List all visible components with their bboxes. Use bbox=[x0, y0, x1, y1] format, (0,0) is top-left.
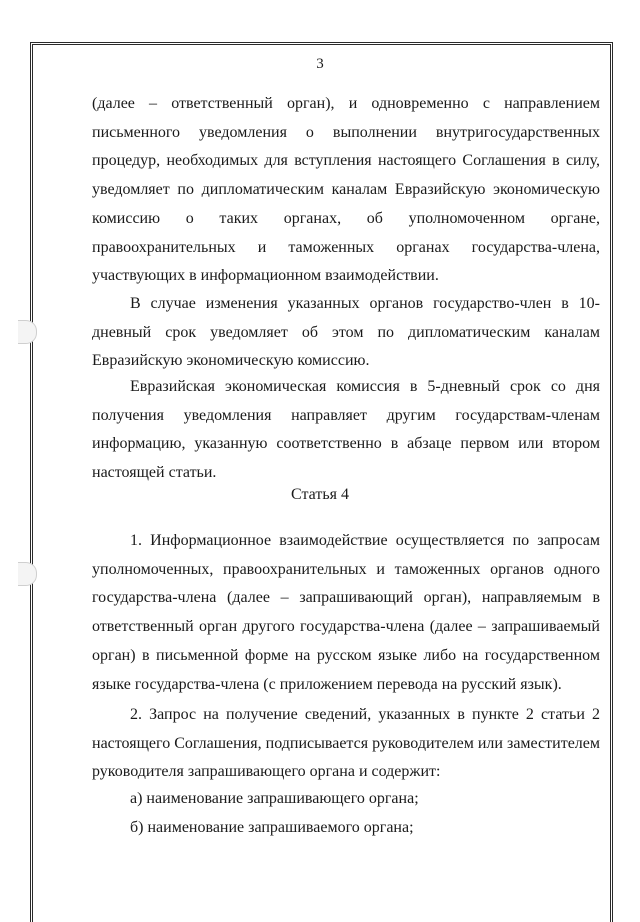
paragraph-notification-change bbox=[92, 290, 600, 376]
list-item: а) наименование запрашивающего органа; bbox=[130, 790, 419, 807]
paragraph-text: (далее – ответственный орган), и одновременно с направлением письменного уведомления о выполнении внутригосударственных процедур, необходимых для вступления настоящего Соглашения в силу, уведомляет по дипломатическим каналам Евразийскую экономическую комиссию о таких органах, об уполномоченном органе, правоохранительных и таможенных органах государства-члена, участвующих в информационном взаимодействии. bbox=[92, 95, 600, 285]
paragraph-text: 2. Запрос на получение сведений, указанных в пункте 2 статьи 2 настоящего Соглашения, подписывается руководителем или заместителем руководителя запрашивающего органа и содержит: bbox=[92, 706, 600, 781]
paragraph-text: В случае изменения указанных органов государство-член в 10-дневный срок уведомляет об этом по дипломатическим каналам Евразийскую экономическую комиссию. bbox=[92, 295, 600, 370]
list-item: б) наименование запрашиваемого органа; bbox=[130, 819, 414, 836]
punch-hole-mark bbox=[18, 320, 37, 344]
paragraph-text: 1. Информационное взаимодействие осуществляется по запросам уполномоченных, правоохранительных и таможенных органов одного государства-члена (далее – запрашивающий орган), направляемым в ответственный орган другого государства-члена (далее – запрашиваемый орган) в письменной форме на русском языке либо на государственном языке государства-члена (с приложением перевода на русский язык). bbox=[92, 532, 600, 693]
page-number: 3 bbox=[316, 56, 324, 72]
punch-hole-mark bbox=[18, 562, 37, 586]
paragraph-text: Евразийская экономическая комиссия в 5-дневный срок со дня получения уведомления направляет другим государствам-членам информацию, указанную соответственно в абзаце первом или втором настоящей статьи. bbox=[92, 378, 600, 482]
paragraph-article4-item2 bbox=[92, 701, 600, 787]
paragraph-article4-item1 bbox=[92, 527, 600, 699]
paragraph-commission-forward bbox=[92, 373, 600, 488]
paragraph-continuation bbox=[92, 90, 600, 291]
article-heading: Статья 4 bbox=[291, 486, 349, 503]
